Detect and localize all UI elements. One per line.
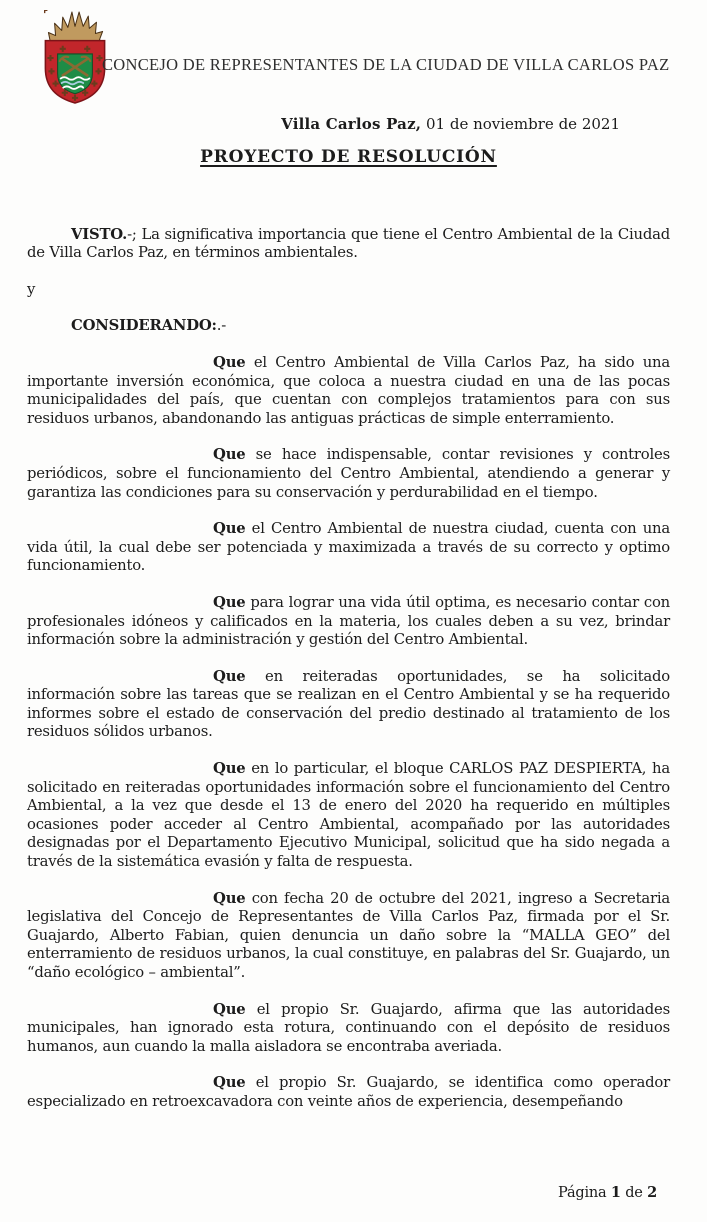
page-number: Página 1 de 2 [558,1184,657,1201]
considerando-paragraph: Que en reiteradas oportunidades, se ha solicitado información sobre las tareas que se realizan en el Centro Ambiental y se ha requerido informes sobre el estado de conservación del predio destinado al tratamiento de los residuos sólidos urbanos. [27,667,670,741]
considerando-paragraph: Que el propio Sr. Guajardo, afirma que las autoridades municipales, han ignorado esta rotura, continuando con el depósito de residuos humanos, aun cuando la malla aisladora se encontraba averiada. [27,1000,670,1055]
dateline-date: 01 de noviembre de 2021 [421,115,620,133]
document-title: PROYECTO DE RESOLUCIÓN [200,146,497,167]
considerando-label: CONSIDERANDO: [71,317,217,335]
considerando-suffix: .- [216,317,227,335]
dateline [27,115,670,134]
visto-separator: -; [127,225,142,243]
visto-paragraph [27,226,670,263]
city-crest-icon [44,10,106,104]
document-content [27,115,670,1130]
visto-label: VISTO. [71,225,128,243]
dateline-place: Villa Carlos Paz, [281,115,422,133]
document-body [27,226,670,1112]
connector-line: y [27,280,36,298]
considerando-paragraph: Que para lograr una vida útil optima, es necesario contar con profesionales idóneos y calificados en la materia, los cuales deben a su vez, brindar información sobre la administración y gestión del Centro Ambiental. [27,593,670,649]
organization-name: CONCEJO DE REPRESENTANTES DE LA CIUDAD DE VILLA CARLOS PAZ [102,55,670,74]
considerando-heading [27,317,670,336]
considerando-paragraph: Que con fecha 20 de octubre del 2021, ingreso a Secretaria legislativa del Concejo de Representantes de Villa Carlos Paz, firmada por el Sr. Guajardo, Alberto Fabian, quien denuncia un daño sobre la “MALLA GEO” del enterramiento de residuos urbanos, la cual constituye, en palabras del Sr. Guajardo, un “daño ecológico – ambiental”. [27,889,670,981]
considerando-paragraph: Que en lo particular, el bloque CARLOS PAZ DESPIERTA, ha solicitado en reiteradas oportunidades información sobre el funcionamiento del Centro Ambiental, a la vez que desde el 13 de enero del 2020 ha requerido en múltiples ocasiones poder acceder al Centro Ambiental, acompañado por las autoridades designadas por el Departamento Ejecutivo Municipal, solicitud que ha sido negada a través de la sistemática evasión y falta de respuesta. [27,760,670,871]
considerando-paragraph: Que el Centro Ambiental de Villa Carlos Paz, ha sido una importante inversión económica, que coloca a nuestra ciudad en una de las pocas municipalidades del país, que cuentan con complejos tratamientos para con sus residuos urbanos, abandonando las antiguas prácticas de simple enterramiento. [27,353,670,427]
considerando-paragraph: Que se hace indispensable, contar revisiones y controles periódicos, sobre el funcionamiento del Centro Ambiental, atendiendo a generar y garantiza las condiciones para su conservación y perdurabilidad en el tiempo. [27,446,670,501]
visto-text: La significativa importancia que tiene el Centro Ambiental de la Ciudad de Villa Carlos Paz, en términos ambientales. [27,225,670,262]
considerando-paragraph: Que el propio Sr. Guajardo, se identifica como operador especializado en retroexcavadora con veinte años de experiencia, desempeñando [27,1074,670,1110]
considerando-paragraph: Que el Centro Ambiental de nuestra ciudad, cuenta con una vida útil, la cual debe ser potenciada y maximizada a través de su correcto y optimo funcionamiento. [27,520,670,575]
